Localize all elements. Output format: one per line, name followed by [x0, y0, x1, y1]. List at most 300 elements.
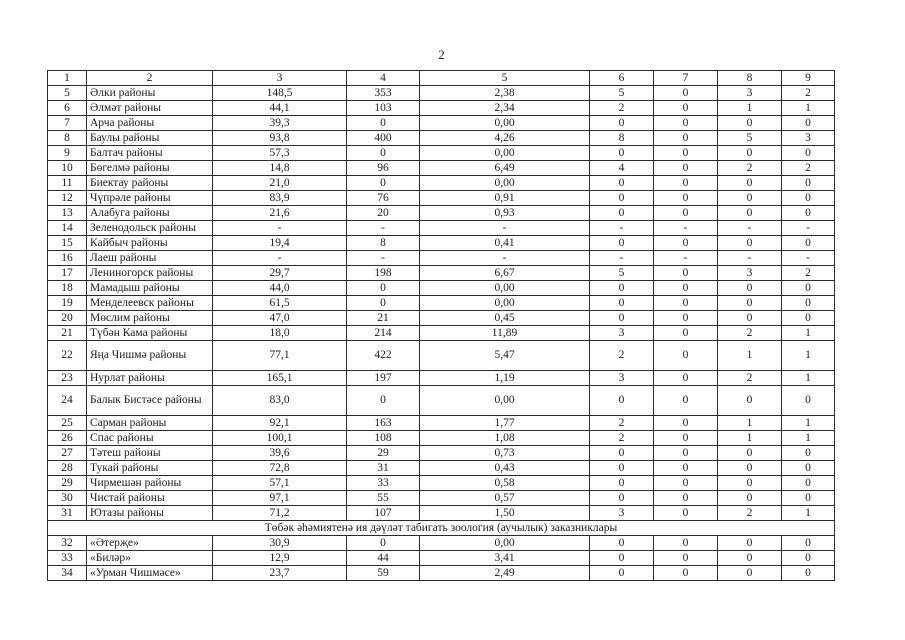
row-number-cell: 20	[48, 311, 87, 326]
row-number-cell: 12	[48, 191, 87, 206]
value-cell: 44	[347, 551, 420, 566]
value-cell: 8	[718, 71, 782, 86]
table-row	[48, 371, 835, 386]
value-cell: 0	[654, 476, 718, 491]
value-cell: 0	[718, 281, 782, 296]
value-cell: 0	[654, 266, 718, 281]
value-cell: 21,6	[213, 206, 347, 221]
table-row	[48, 506, 835, 521]
value-cell: -	[654, 251, 718, 266]
value-cell: 0	[654, 176, 718, 191]
table-row	[48, 551, 835, 566]
value-cell: 0	[718, 386, 782, 416]
value-cell: 97,1	[213, 491, 347, 506]
value-cell: 1,50	[420, 506, 590, 521]
table-row	[48, 311, 835, 326]
value-cell: 0	[718, 536, 782, 551]
value-cell: 0	[782, 296, 835, 311]
value-cell: -	[213, 251, 347, 266]
table-row	[48, 161, 835, 176]
value-cell: 21,0	[213, 176, 347, 191]
value-cell: 3	[718, 86, 782, 101]
header-row	[48, 71, 835, 86]
value-cell: 2	[782, 86, 835, 101]
value-cell: 0	[347, 386, 420, 416]
value-cell: 1,19	[420, 371, 590, 386]
value-cell: 3	[590, 371, 654, 386]
name-cell: Балтач районы	[87, 146, 213, 161]
row-number-cell: 27	[48, 446, 87, 461]
value-cell: 148,5	[213, 86, 347, 101]
name-cell: Әлки районы	[87, 86, 213, 101]
value-cell: 0	[654, 491, 718, 506]
value-cell: 3	[782, 131, 835, 146]
value-cell: 57,3	[213, 146, 347, 161]
row-number-cell: 26	[48, 431, 87, 446]
value-cell: 2	[590, 341, 654, 371]
value-cell: 5	[718, 131, 782, 146]
value-cell: -	[590, 251, 654, 266]
value-cell: -	[654, 221, 718, 236]
value-cell: 9	[782, 71, 835, 86]
value-cell: 30,9	[213, 536, 347, 551]
value-cell: 0,00	[420, 281, 590, 296]
value-cell: 0	[347, 146, 420, 161]
value-cell: 0	[718, 116, 782, 131]
name-cell: Чүпрәле районы	[87, 191, 213, 206]
value-cell: 59	[347, 566, 420, 581]
row-number-cell: 32	[48, 536, 87, 551]
value-cell: 8	[590, 131, 654, 146]
value-cell: 8	[347, 236, 420, 251]
value-cell: 76	[347, 191, 420, 206]
table-row	[48, 536, 835, 551]
name-cell: Лениногорск районы	[87, 266, 213, 281]
table-body-districts	[48, 71, 835, 521]
value-cell: 21	[347, 311, 420, 326]
value-cell: 3	[590, 326, 654, 341]
row-number-cell: 34	[48, 566, 87, 581]
name-cell: Яңа Чишмә районы	[87, 341, 213, 371]
table-row	[48, 431, 835, 446]
value-cell: 3	[718, 266, 782, 281]
name-cell: Зеленодольск районы	[87, 221, 213, 236]
value-cell: 1	[782, 326, 835, 341]
name-cell: Биектау районы	[87, 176, 213, 191]
value-cell: 198	[347, 266, 420, 281]
value-cell: 0	[654, 296, 718, 311]
value-cell: 197	[347, 371, 420, 386]
row-number-cell: 18	[48, 281, 87, 296]
value-cell: 0	[654, 86, 718, 101]
value-cell: 11,89	[420, 326, 590, 341]
table-section	[48, 521, 835, 536]
value-cell: 353	[347, 86, 420, 101]
value-cell: 31	[347, 461, 420, 476]
value-cell: 18,0	[213, 326, 347, 341]
name-cell: Бөгелмә районы	[87, 161, 213, 176]
table-row	[48, 386, 835, 416]
value-cell: 0,58	[420, 476, 590, 491]
name-cell: Тукай районы	[87, 461, 213, 476]
value-cell: 0	[718, 566, 782, 581]
row-number-cell: 5	[48, 86, 87, 101]
name-cell: Спас районы	[87, 431, 213, 446]
table-row	[48, 176, 835, 191]
value-cell: 2	[782, 161, 835, 176]
value-cell: 400	[347, 131, 420, 146]
table-row	[48, 476, 835, 491]
value-cell: 0	[590, 386, 654, 416]
value-cell: 57,1	[213, 476, 347, 491]
value-cell: 93,8	[213, 131, 347, 146]
value-cell: 0	[782, 281, 835, 296]
value-cell: 2	[590, 101, 654, 116]
value-cell: 2	[782, 266, 835, 281]
value-cell: 1	[782, 341, 835, 371]
name-cell: «Әтерҗе»	[87, 536, 213, 551]
value-cell: 0	[654, 446, 718, 461]
value-cell: 6	[590, 71, 654, 86]
name-cell: Чистай районы	[87, 491, 213, 506]
value-cell: 0	[654, 416, 718, 431]
value-cell: 0	[590, 281, 654, 296]
value-cell: 0	[654, 506, 718, 521]
value-cell: 1	[782, 371, 835, 386]
value-cell: 5	[590, 266, 654, 281]
table-row	[48, 221, 835, 236]
value-cell: 0	[654, 281, 718, 296]
value-cell: 0	[590, 536, 654, 551]
value-cell: 0,73	[420, 446, 590, 461]
value-cell: 0	[347, 281, 420, 296]
value-cell: 47,0	[213, 311, 347, 326]
value-cell: 2	[590, 416, 654, 431]
table-row	[48, 491, 835, 506]
value-cell: 0	[347, 296, 420, 311]
table-row	[48, 416, 835, 431]
row-number-cell: 28	[48, 461, 87, 476]
value-cell: 0	[782, 536, 835, 551]
row-number-cell: 29	[48, 476, 87, 491]
value-cell: 6,49	[420, 161, 590, 176]
value-cell: 0	[782, 476, 835, 491]
name-cell: Әлмәт районы	[87, 101, 213, 116]
row-number-cell: 25	[48, 416, 87, 431]
value-cell: 0	[590, 491, 654, 506]
value-cell: 0	[718, 176, 782, 191]
value-cell: 0,00	[420, 386, 590, 416]
row-number-cell: 11	[48, 176, 87, 191]
name-cell: Мамадыш районы	[87, 281, 213, 296]
value-cell: 0	[654, 131, 718, 146]
value-cell: 108	[347, 431, 420, 446]
value-cell: 163	[347, 416, 420, 431]
value-cell: 0	[782, 461, 835, 476]
table-row	[48, 116, 835, 131]
table-row	[48, 86, 835, 101]
value-cell: 29,7	[213, 266, 347, 281]
value-cell: 0,93	[420, 206, 590, 221]
value-cell: -	[213, 221, 347, 236]
name-cell: Балык Бистәсе районы	[87, 386, 213, 416]
name-cell: Кайбыч районы	[87, 236, 213, 251]
value-cell: 0	[654, 101, 718, 116]
value-cell: 33	[347, 476, 420, 491]
value-cell: 0	[782, 176, 835, 191]
row-number-cell: 16	[48, 251, 87, 266]
value-cell: 83,0	[213, 386, 347, 416]
row-number-cell: 7	[48, 116, 87, 131]
value-cell: -	[347, 251, 420, 266]
value-cell: 3	[213, 71, 347, 86]
value-cell: 0,43	[420, 461, 590, 476]
value-cell: -	[782, 251, 835, 266]
row-number-cell: 14	[48, 221, 87, 236]
value-cell: 0	[782, 236, 835, 251]
value-cell: 0,57	[420, 491, 590, 506]
row-number-cell: 1	[48, 71, 87, 86]
value-cell: -	[782, 221, 835, 236]
value-cell: 1	[782, 506, 835, 521]
table-row	[48, 341, 835, 371]
value-cell: 0,00	[420, 296, 590, 311]
value-cell: 0	[347, 176, 420, 191]
row-number-cell: 6	[48, 101, 87, 116]
table-row	[48, 251, 835, 266]
value-cell: 0	[718, 311, 782, 326]
name-cell: Түбән Кама районы	[87, 326, 213, 341]
table-row	[48, 566, 835, 581]
name-cell: Алабуга районы	[87, 206, 213, 221]
value-cell: 0	[718, 296, 782, 311]
value-cell: 0,00	[420, 146, 590, 161]
value-cell: 2	[718, 161, 782, 176]
value-cell: 0	[718, 206, 782, 221]
value-cell: 0	[654, 341, 718, 371]
value-cell: 0	[654, 116, 718, 131]
row-number-cell: 31	[48, 506, 87, 521]
value-cell: 0	[718, 446, 782, 461]
value-cell: 3,41	[420, 551, 590, 566]
name-cell: 2	[87, 71, 213, 86]
value-cell: 0	[718, 551, 782, 566]
value-cell: 2,34	[420, 101, 590, 116]
row-number-cell: 23	[48, 371, 87, 386]
row-number-cell: 30	[48, 491, 87, 506]
value-cell: 5	[420, 71, 590, 86]
value-cell: 12,9	[213, 551, 347, 566]
value-cell: 44,0	[213, 281, 347, 296]
value-cell: 44,1	[213, 101, 347, 116]
table-row	[48, 236, 835, 251]
value-cell: 0	[590, 116, 654, 131]
value-cell: 0	[654, 536, 718, 551]
value-cell: 0	[590, 461, 654, 476]
value-cell: 3	[590, 506, 654, 521]
value-cell: 100,1	[213, 431, 347, 446]
section-row	[48, 521, 835, 536]
value-cell: 422	[347, 341, 420, 371]
value-cell: 214	[347, 326, 420, 341]
row-number-cell: 19	[48, 296, 87, 311]
value-cell: 0	[347, 116, 420, 131]
table-row	[48, 206, 835, 221]
value-cell: 2	[718, 371, 782, 386]
value-cell: 0	[718, 476, 782, 491]
value-cell: 29	[347, 446, 420, 461]
statistics-table	[47, 70, 835, 581]
value-cell: 4,26	[420, 131, 590, 146]
value-cell: 71,2	[213, 506, 347, 521]
value-cell: 0	[718, 491, 782, 506]
value-cell: 1	[782, 431, 835, 446]
name-cell: «Урман Чишмәсе»	[87, 566, 213, 581]
value-cell: 0	[782, 206, 835, 221]
value-cell: 0,00	[420, 536, 590, 551]
name-cell: Лаеш районы	[87, 251, 213, 266]
value-cell: 165,1	[213, 371, 347, 386]
value-cell: 20	[347, 206, 420, 221]
table-body-reserves	[48, 536, 835, 581]
value-cell: 2	[590, 431, 654, 446]
value-cell: 83,9	[213, 191, 347, 206]
value-cell: 0	[718, 461, 782, 476]
value-cell: 55	[347, 491, 420, 506]
section-title: Төбәк әһәмиятенә ия дәүләт табигать зоология (аучылык) заказниклары	[48, 521, 835, 536]
value-cell: 0	[654, 191, 718, 206]
value-cell: 0	[590, 476, 654, 491]
value-cell: 0	[654, 311, 718, 326]
value-cell: 2	[718, 506, 782, 521]
value-cell: -	[718, 221, 782, 236]
name-cell: Чирмешән районы	[87, 476, 213, 491]
value-cell: 23,7	[213, 566, 347, 581]
row-number-cell: 10	[48, 161, 87, 176]
table-row	[48, 101, 835, 116]
value-cell: 0	[654, 326, 718, 341]
value-cell: 0	[654, 206, 718, 221]
name-cell: Сарман районы	[87, 416, 213, 431]
value-cell: 2	[718, 326, 782, 341]
value-cell: 0	[347, 536, 420, 551]
row-number-cell: 9	[48, 146, 87, 161]
value-cell: 0	[590, 551, 654, 566]
value-cell: 77,1	[213, 341, 347, 371]
value-cell: 0	[654, 461, 718, 476]
table-row	[48, 191, 835, 206]
name-cell: Мөслим районы	[87, 311, 213, 326]
table-row	[48, 296, 835, 311]
table-row	[48, 266, 835, 281]
table-row	[48, 446, 835, 461]
value-cell: 1	[718, 341, 782, 371]
table-row	[48, 461, 835, 476]
value-cell: 0	[782, 311, 835, 326]
value-cell: 0	[718, 191, 782, 206]
value-cell: 1	[782, 101, 835, 116]
value-cell: 0,00	[420, 116, 590, 131]
name-cell: Баулы районы	[87, 131, 213, 146]
value-cell: 0	[590, 206, 654, 221]
table-row	[48, 131, 835, 146]
value-cell: 0	[654, 431, 718, 446]
value-cell: 0	[590, 176, 654, 191]
value-cell: -	[420, 221, 590, 236]
value-cell: 5,47	[420, 341, 590, 371]
value-cell: -	[347, 221, 420, 236]
value-cell: 107	[347, 506, 420, 521]
value-cell: 0	[718, 236, 782, 251]
value-cell: 0	[782, 116, 835, 131]
value-cell: 0	[590, 146, 654, 161]
value-cell: 96	[347, 161, 420, 176]
value-cell: 0	[782, 386, 835, 416]
page-number: 2	[438, 47, 445, 62]
row-number-cell: 13	[48, 206, 87, 221]
name-cell: Нурлат районы	[87, 371, 213, 386]
row-number-cell: 33	[48, 551, 87, 566]
value-cell: 0	[782, 146, 835, 161]
value-cell: 0	[782, 566, 835, 581]
row-number-cell: 24	[48, 386, 87, 416]
value-cell: 6,67	[420, 266, 590, 281]
name-cell: Менделеевск районы	[87, 296, 213, 311]
value-cell: 0	[782, 191, 835, 206]
value-cell: 0	[590, 446, 654, 461]
value-cell: 5	[590, 86, 654, 101]
value-cell: 0,00	[420, 176, 590, 191]
value-cell: 14,8	[213, 161, 347, 176]
value-cell: 0	[782, 446, 835, 461]
value-cell: 92,1	[213, 416, 347, 431]
value-cell: 0	[590, 296, 654, 311]
value-cell: 2,38	[420, 86, 590, 101]
table-row	[48, 146, 835, 161]
value-cell: 0	[654, 146, 718, 161]
value-cell: 0,91	[420, 191, 590, 206]
value-cell: 1,08	[420, 431, 590, 446]
name-cell: «Биләр»	[87, 551, 213, 566]
row-number-cell: 15	[48, 236, 87, 251]
value-cell: 0,41	[420, 236, 590, 251]
value-cell: 0	[654, 551, 718, 566]
value-cell: 72,8	[213, 461, 347, 476]
value-cell: 4	[590, 161, 654, 176]
table-row	[48, 326, 835, 341]
row-number-cell: 21	[48, 326, 87, 341]
value-cell: 1	[718, 431, 782, 446]
value-cell: 19,4	[213, 236, 347, 251]
value-cell: 1	[782, 416, 835, 431]
value-cell: 0	[782, 491, 835, 506]
value-cell: 0	[654, 236, 718, 251]
value-cell: 61,5	[213, 296, 347, 311]
value-cell: 103	[347, 101, 420, 116]
value-cell: 0	[654, 161, 718, 176]
value-cell: 1	[718, 101, 782, 116]
value-cell: 0	[590, 191, 654, 206]
value-cell: 0	[590, 311, 654, 326]
value-cell: 39,6	[213, 446, 347, 461]
value-cell: 1,77	[420, 416, 590, 431]
value-cell: 0	[654, 371, 718, 386]
row-number-cell: 17	[48, 266, 87, 281]
name-cell: Арча районы	[87, 116, 213, 131]
value-cell: 0	[590, 236, 654, 251]
row-number-cell: 8	[48, 131, 87, 146]
value-cell: 2,49	[420, 566, 590, 581]
